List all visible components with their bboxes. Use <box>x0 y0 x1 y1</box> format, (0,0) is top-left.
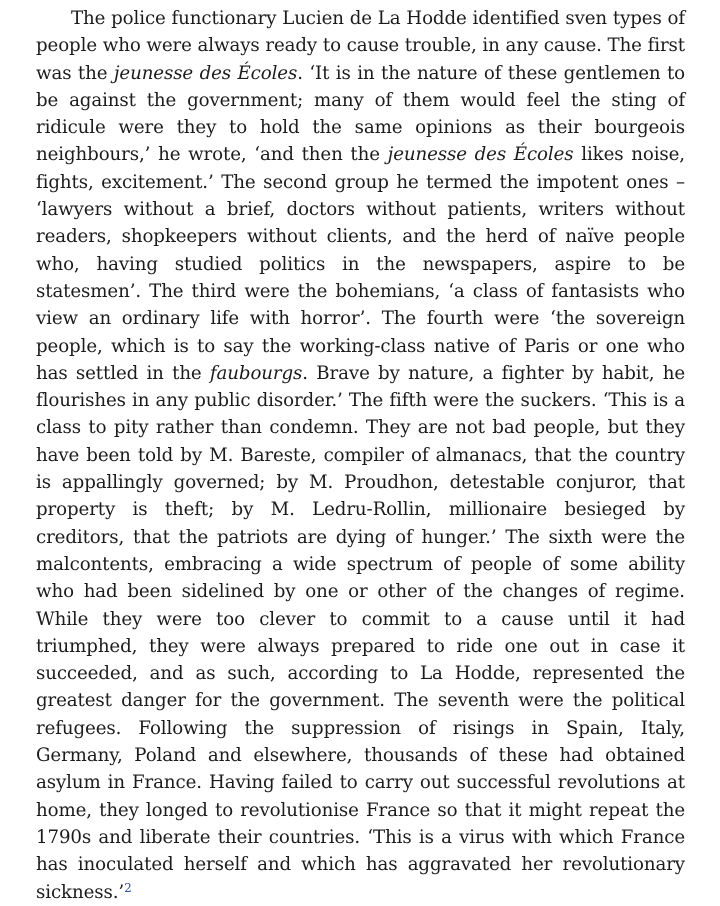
cutoff-text-fragment <box>36 823 685 833</box>
paragraph-text-4: . Brave by nature, a fighter by habit, he flourishes in any public disorder.’ The fifth were the suckers. ‘This is a class to pity rather than condemn. They are not bad people, but they have been told by M. Bareste, compiler of almanacs, that the country is appallingly governed; by M. Proudhon, detestable conjuror, that property is theft; by M. Ledru-Rollin, millionaire besieged by creditors, that the patriots are dying of hunger.’ The sixth were the malcontents, embracing a wide spectrum of people of some ability who had been sidelined by one or other of the changes of regime. While they were too clever to commit to a cause until it had triumphed, they were always prepared to ride one out in case it succeeded, and as such, according to La Hodde, represented the greatest danger for the government. The seventh were the political refugees. Following the suppression of risings in Spain, Italy, Germany, Poland and elsewhere, thousands of these had obtained asylum in France. Having failed to carry out successful revolutions at home, they longed to revolutionise France so that it might repeat the 1790s and liberate their countries. ‘This is a virus with which France has inoculated herself and which has aggravated her revolutionary sickness.’ <box>36 362 686 903</box>
paragraph-text-1: The police functionary Lucien de La Hodde identified sven types of people who were always ready to cause trouble, in any cause. The first was the <box>36 8 685 84</box>
footnote-link[interactable]: 2 <box>124 880 132 895</box>
body-paragraph <box>36 5 685 906</box>
italic-term-3: faubourgs <box>209 362 303 384</box>
italic-term-1: jeunesse des Écoles <box>113 62 298 84</box>
next-paragraph-cutoff <box>36 823 685 833</box>
italic-term-2: jeunesse des Écoles <box>387 144 574 166</box>
paragraph-text-3: likes noise, fights, excitement.’ The second group he termed the impotent ones – ‘lawyers without a brief, doctors without patients, writers without readers, shopkeepers without clients, and the herd of naïve people who, having studied politics in the newspapers, aspire to be statesmen’. The third were the bohemians, ‘a class of fantasists who view an ordinary life with horror’. The fourth were ‘the sovereign people, which is to say the working-class native of Paris or one who has settled in the <box>36 144 685 384</box>
paragraph-text-2: . ‘It is in the nature of these gentlemen to be against the government; many of them would feel the sting of ridicule were they to hold the same opinions as their bourgeois neighbours,’ he wrote, ‘and then the <box>36 62 685 166</box>
book-page <box>36 5 685 906</box>
